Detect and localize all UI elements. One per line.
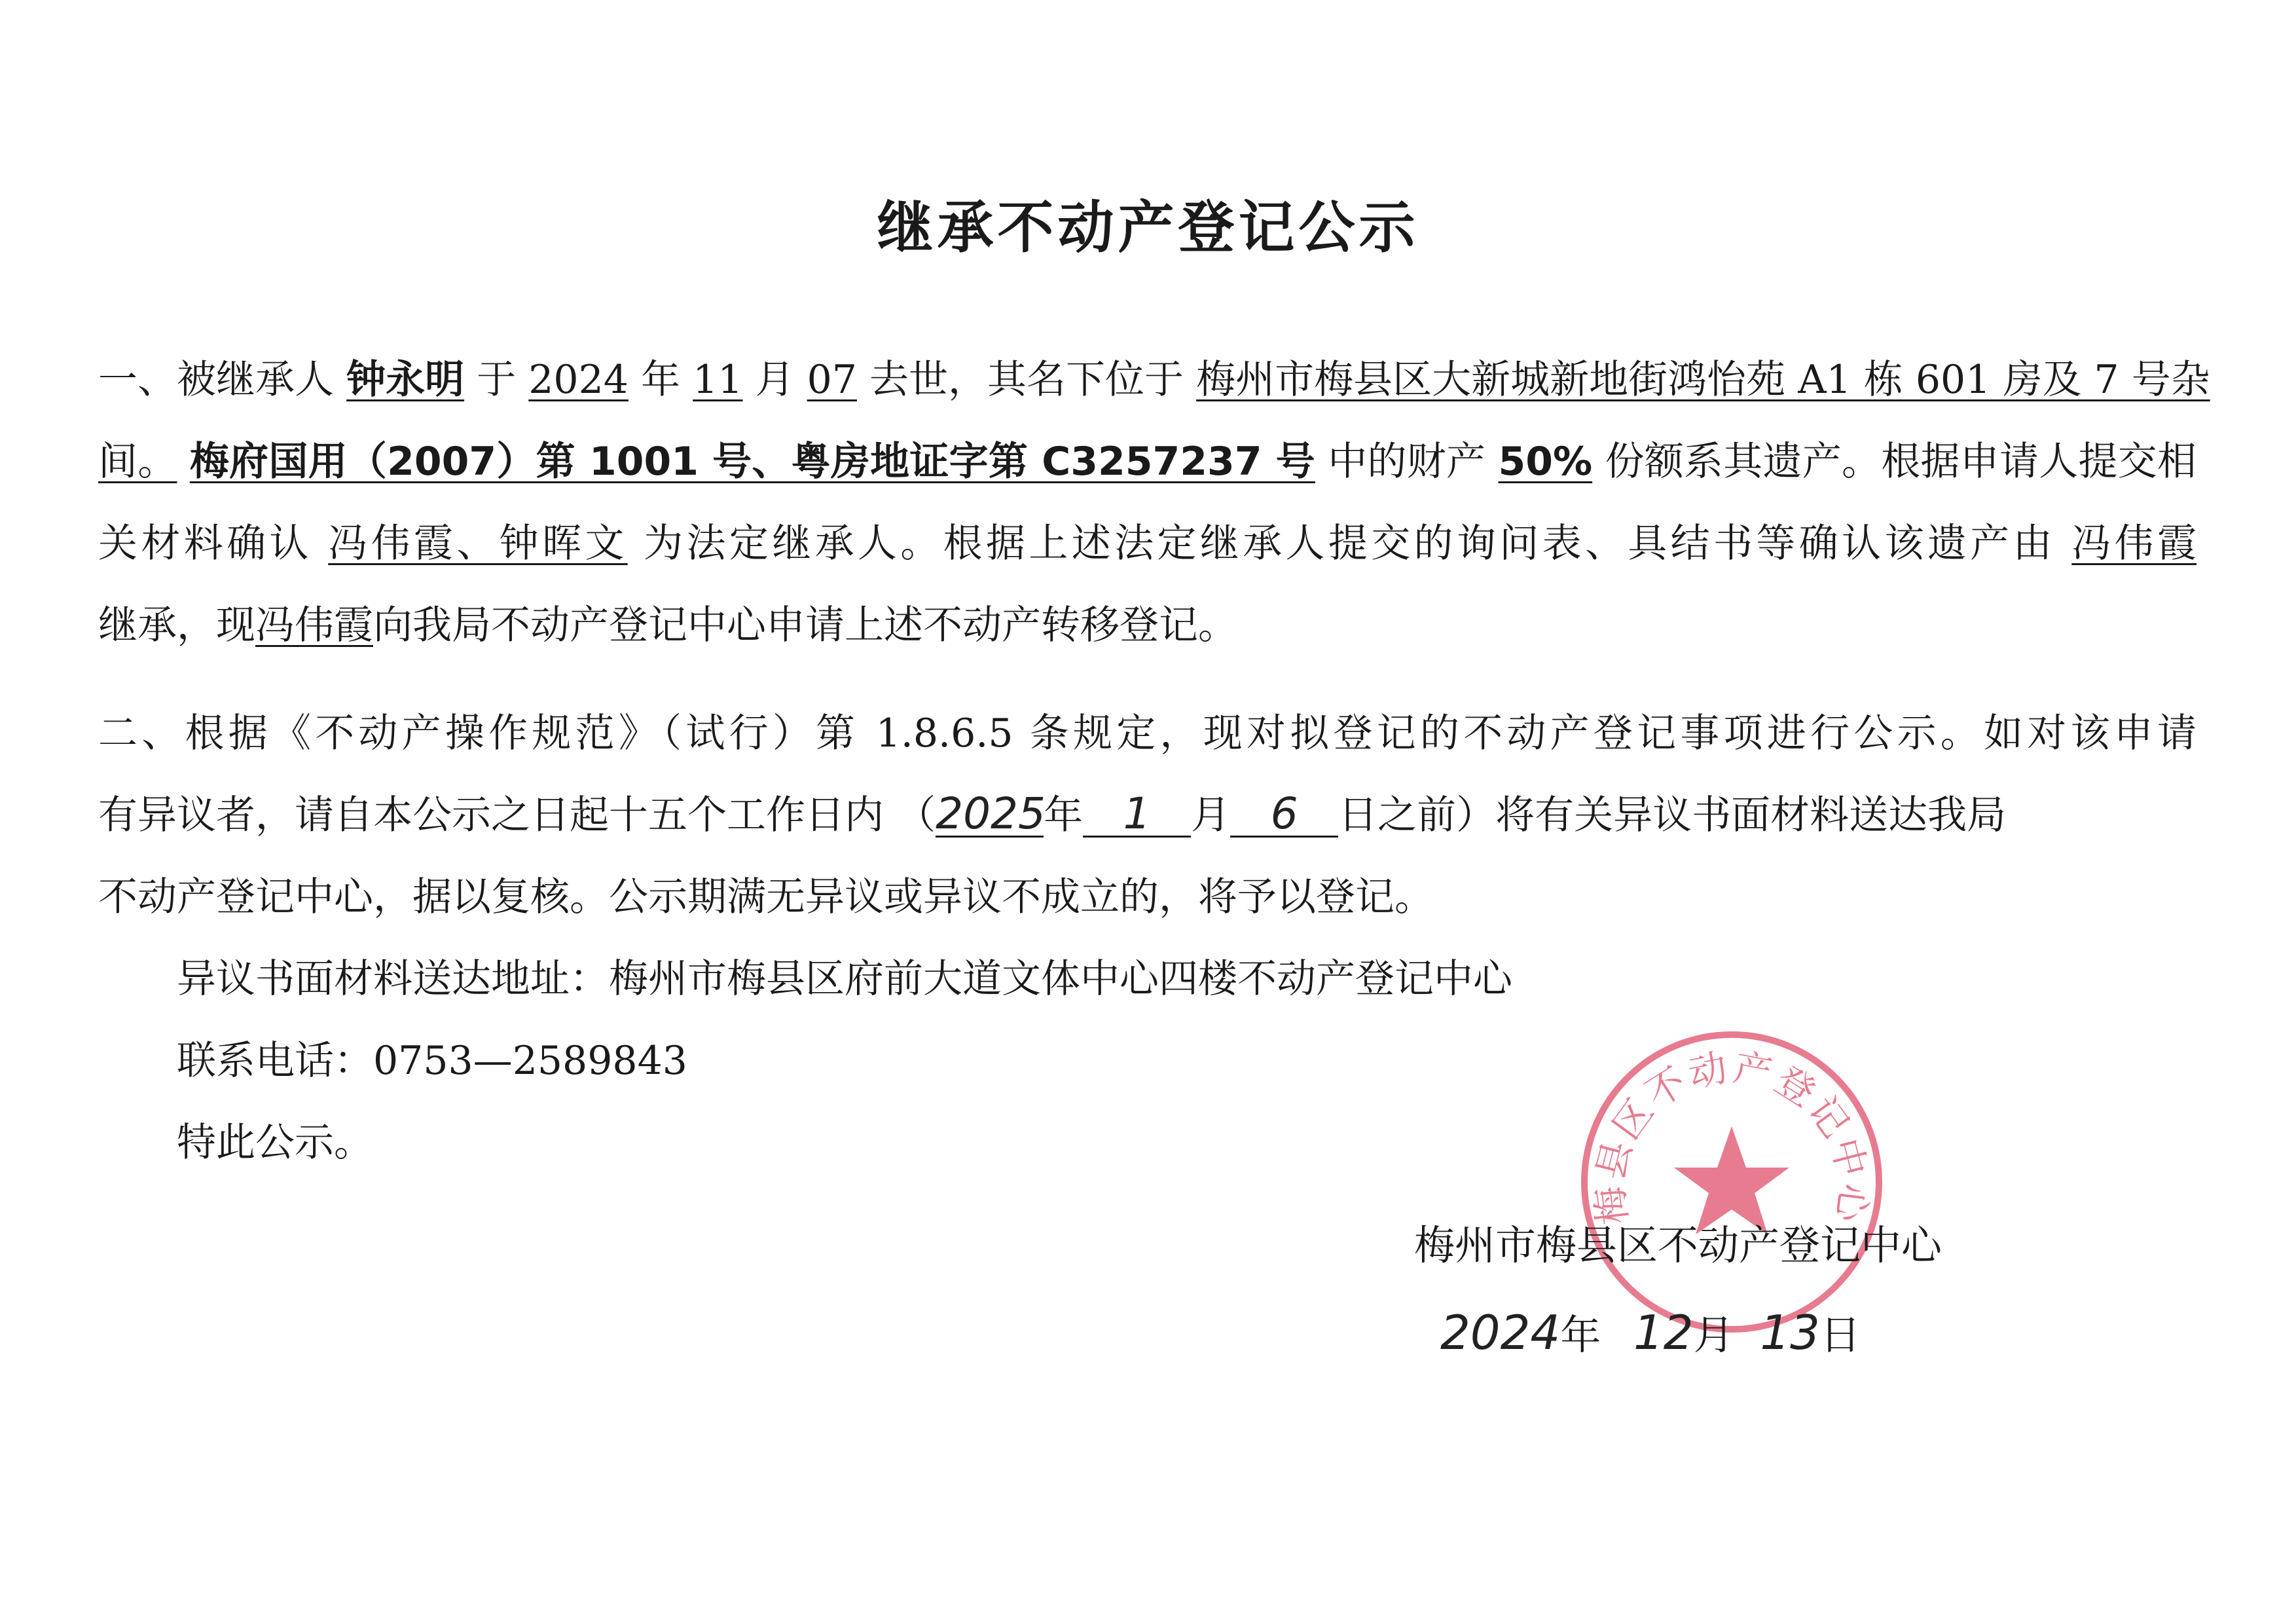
p1-line-2 [98,435,2196,488]
p2-line-1: 二、根据《不动产操作规范》（试行）第 1.8.6.5 条规定，现对拟登记的不动产登记事项进行公示。如对该申请 [98,710,2196,756]
p1-nian: 年 [641,357,681,403]
property-address-end: 间。 [98,439,177,485]
p1-after-day: 去世，其名下位于 [869,357,1184,403]
property-address: 梅州市梅县区大新城新地街鸿怡苑 A1 栋 601 房及 7 号杂 [1196,357,2210,403]
sign-ri: 日 [1819,1311,1861,1359]
p1-l3-lead: 关材料确认 [98,521,312,566]
applicant-name: 冯伟霞 [255,602,373,648]
p1-yue: 月 [755,357,795,403]
p2-nian: 年 [1044,792,1084,838]
sign-yue: 月 [1693,1311,1734,1359]
p2-line-3: 不动产登记中心，据以复核。公示期满无异议或异议不成立的，将予以登记。 [98,874,1434,920]
inheritor-name: 冯伟霞 [2071,521,2197,566]
p1-line-1 [98,354,2210,406]
share-lead: 中的财产 [1328,439,1486,485]
p2-l2-tail: 日之前）将有关异议书面材料送达我局 [1338,792,2007,838]
p2-line-2 [98,789,2006,841]
sign-month: 12 [1633,1305,1694,1360]
decedent-name: 钟永明 [346,357,465,403]
contact-phone: 联系电话：0753—2589843 [177,1038,687,1084]
sign-nian: 年 [1560,1311,1601,1359]
svg-text:梅县区不动产登记中心: 梅县区不动产登记中心 [1586,1044,1877,1227]
official-seal [1575,1025,1889,1339]
p1-line-3 [98,517,2196,570]
signature-date [1440,1303,1861,1365]
p1-line-4 [98,599,1237,652]
deadline-month: 1 [1083,792,1191,838]
death-month: 11 [693,357,743,403]
sign-year: 2024 [1440,1305,1561,1360]
p1-l3-mid: 为法定继承人。根据上述法定继承人提交的询问表、具结书等确认该遗产由 [644,521,2056,566]
share-percentage: 50% [1498,439,1593,485]
certificate-numbers: 梅府国用（2007）第 1001 号、粤房地证字第 C3257237 号 [189,439,1315,485]
objection-address: 异议书面材料送达地址：梅州市梅县区府前大道文体中心四楼不动产登记中心 [177,956,1512,1002]
deadline-day: 6 [1230,792,1338,838]
deadline-year: 2025 [936,788,1046,839]
p1-l4-tail: 向我局不动产登记中心申请上述不动产转移登记。 [373,602,1237,648]
legal-heirs: 冯伟霞、钟晖文 [328,521,628,566]
sign-day: 13 [1760,1305,1820,1360]
p1-lead: 一、被继承人 [98,357,334,403]
p1-yu: 于 [477,357,517,403]
share-tail: 份额系其遗产。根据申请人提交相 [1605,439,2196,485]
p2-l2-lead: 有异议者，请自本公示之日起十五个工作日内 （ [98,792,936,838]
closing-statement: 特此公示。 [177,1120,373,1166]
p1-l4-lead: 继承，现 [98,602,255,648]
issuing-authority: 梅州市梅县区不动产登记中心 [1414,1221,1942,1269]
document-title: 继承不动产登记公示 [877,195,1419,261]
p2-yue: 月 [1191,792,1231,838]
death-day: 07 [807,357,857,403]
death-year: 2024 [528,357,629,403]
